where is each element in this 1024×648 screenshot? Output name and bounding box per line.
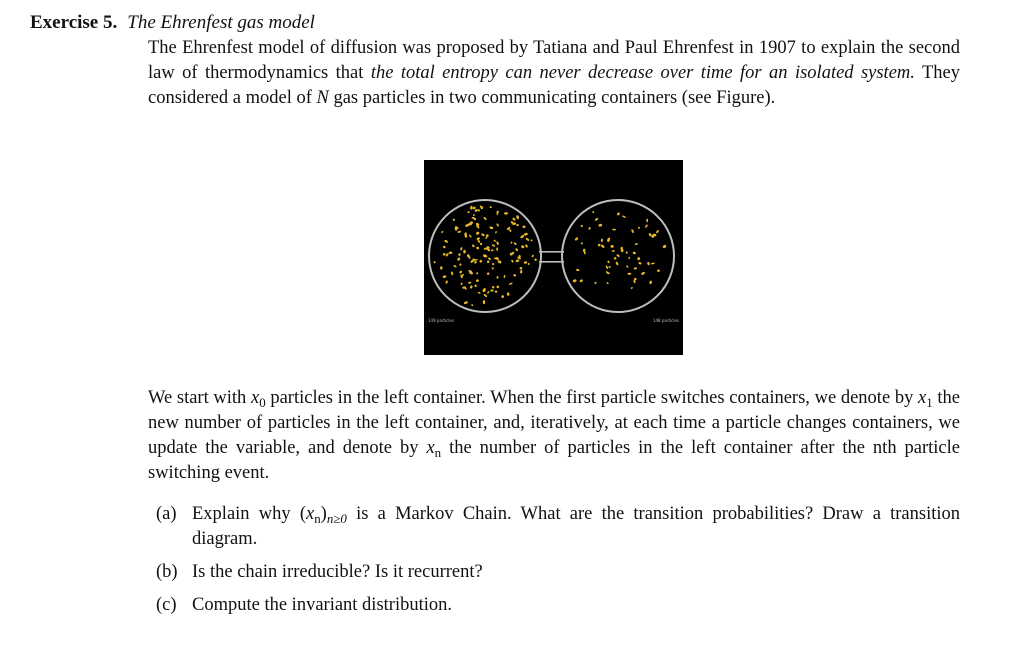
question-b-label: (b) xyxy=(156,562,178,582)
question-a-label: (a) xyxy=(156,504,177,524)
var-x1-sub: 1 xyxy=(926,394,933,410)
question-c-text: Compute the invariant distribution. xyxy=(192,595,452,615)
var-xn-seq xyxy=(306,504,321,524)
question-b xyxy=(148,560,960,585)
question-a xyxy=(148,502,960,552)
particle xyxy=(496,247,498,250)
connector-tube-bottom xyxy=(539,261,564,263)
right-particle-count: 148 particles xyxy=(652,318,679,323)
particle xyxy=(468,223,470,226)
question-b-text: Is the chain irreducible? Is it recurrent? xyxy=(192,562,483,582)
connector-tube-top xyxy=(539,251,564,253)
intro-text-1: The Ehrenfest model of diffusion was proposed by Tatiana and Paul Ehrenfest in 1907 to explain the second law of thermodynamics that xyxy=(148,38,960,83)
particle xyxy=(646,219,648,222)
var-x0 xyxy=(251,388,266,408)
body-text-2: particles in the left container. When the first particle switches containers, we denote by xyxy=(265,388,919,408)
ehrenfest-figure xyxy=(424,160,683,355)
var-xn xyxy=(426,438,441,458)
left-particle-count: 149 particles xyxy=(428,318,455,323)
intro-emphasis: the total entropy can never decrease over time for an isolated system. xyxy=(370,63,915,83)
intro-paragraph xyxy=(148,36,960,111)
figure-background xyxy=(424,160,683,355)
question-a-text-2: is a Markov Chain. What are the transition probabilities? Draw a transition diagram. xyxy=(192,504,961,549)
exercise-heading xyxy=(30,11,315,35)
intro-text-3: gas particles in two communicating containers (see Figure). xyxy=(328,88,776,108)
var-xn-seq-sub: n xyxy=(314,510,321,526)
var-x0-base: x xyxy=(250,388,260,408)
var-N: N xyxy=(316,88,329,108)
process-paragraph xyxy=(148,386,960,486)
intro-text-2: They considered a model of xyxy=(148,63,960,108)
var-xn-base: x xyxy=(426,438,435,458)
exercise-title: The Ehrenfest gas model xyxy=(127,12,315,33)
question-c xyxy=(148,593,960,618)
var-x1-base: x xyxy=(918,388,927,408)
exercise-label: Exercise 5. xyxy=(30,12,118,33)
body-text-1: We start with xyxy=(148,388,251,408)
question-a-text-1: Explain why ( xyxy=(192,504,306,524)
var-x0-sub: 0 xyxy=(259,394,266,410)
particle xyxy=(483,300,485,304)
var-xn-sub: n xyxy=(434,444,442,460)
body-text-4: the number of particles in the left container after the nth particle switching event. xyxy=(148,438,960,483)
body-text-3: the new number of particles in the left container, and, iteratively, at each time a particle changes containers, we update the variable, and denote by xyxy=(148,388,960,458)
containers-diagram xyxy=(424,160,683,355)
particle xyxy=(595,282,597,284)
question-a-paren: ) xyxy=(320,504,327,524)
question-list xyxy=(148,502,960,626)
sequence-index-condition: n≥0 xyxy=(326,510,347,526)
var-x1 xyxy=(918,388,933,408)
var-xn-seq-base: x xyxy=(305,504,315,524)
question-c-label: (c) xyxy=(156,595,177,615)
